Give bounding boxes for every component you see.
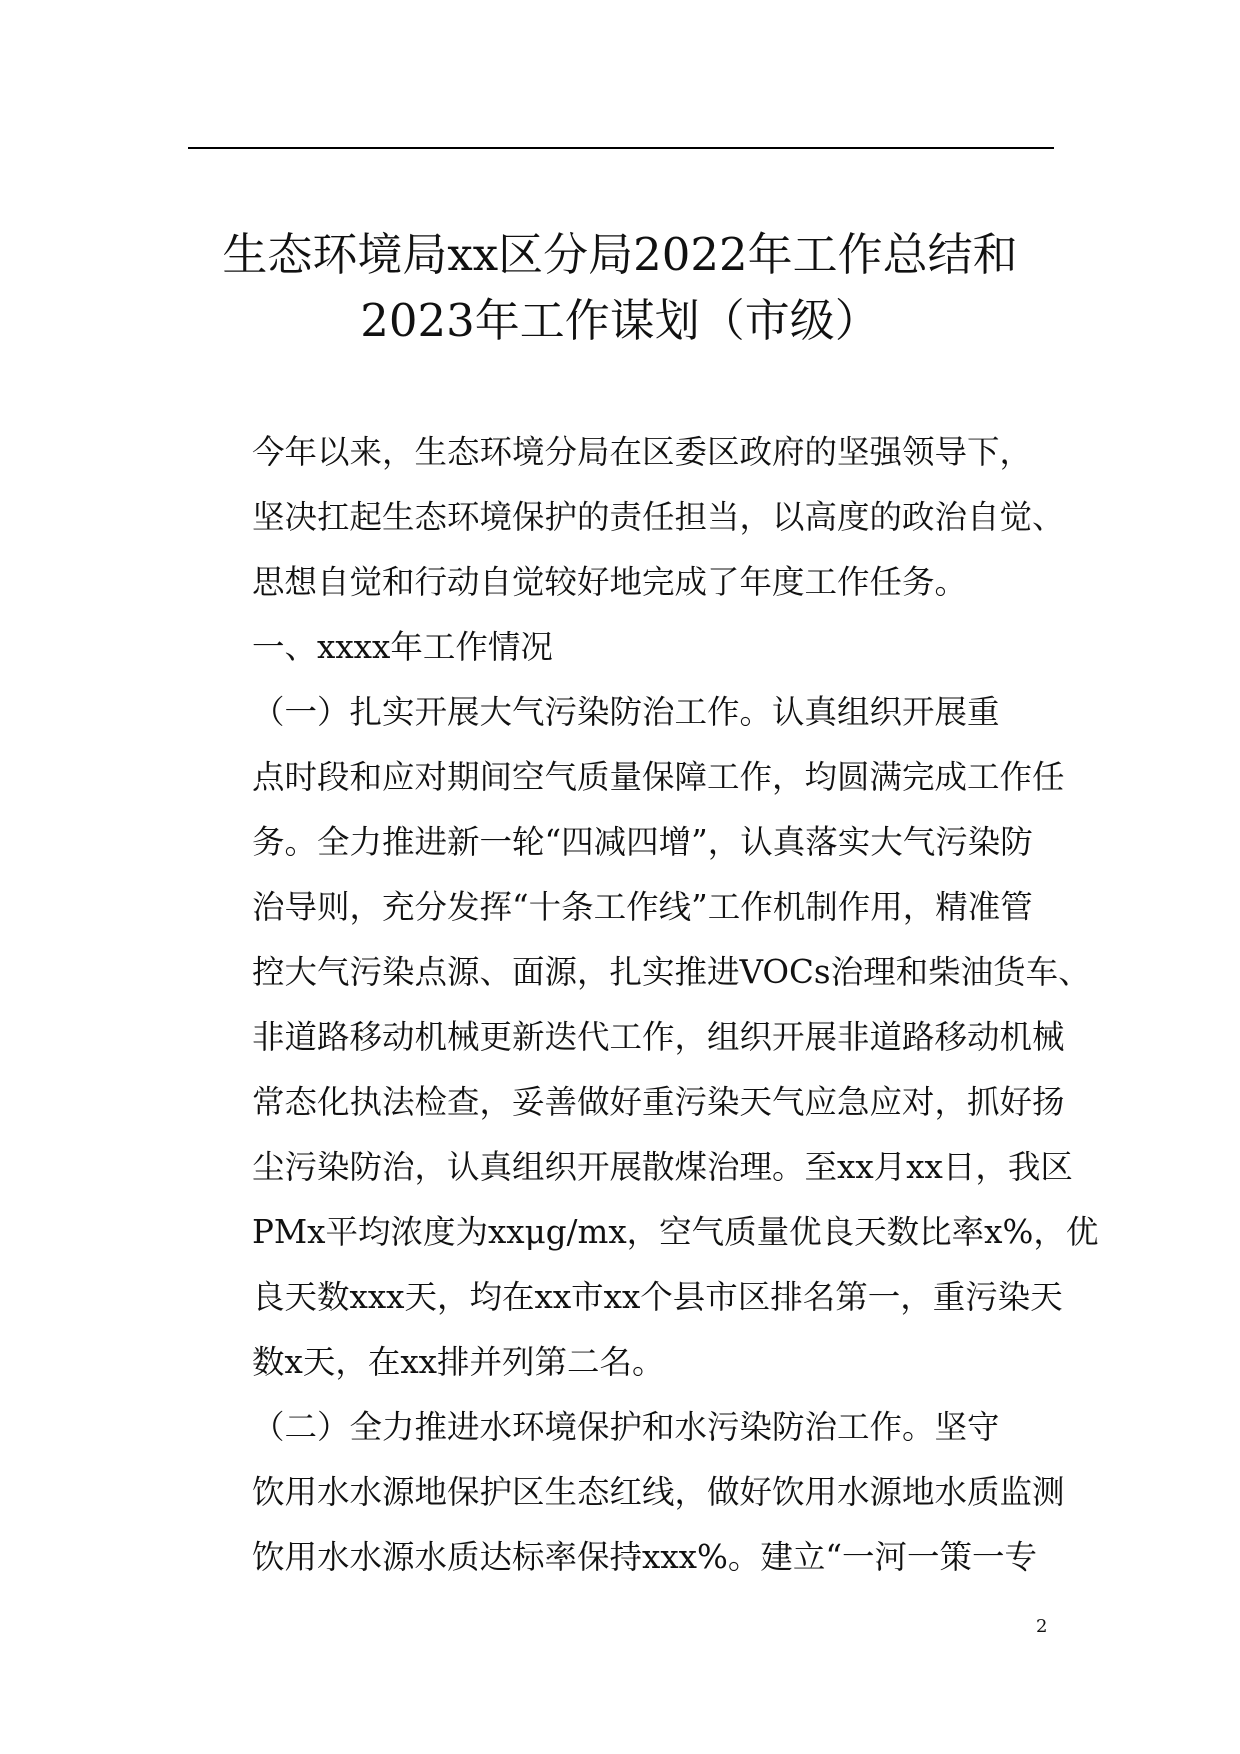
air-pollution-paragraph [188,680,1099,1395]
intro-paragraph [188,420,1068,615]
title-line: 2023年工作谋划（市级） [360,294,880,347]
text-line: （一）扎实开展大气污染防治工作。认真组织开展重 [252,693,1000,731]
text-line: 治导则，充分发挥“十条工作线”工作机制作用，精准管 [252,888,1033,926]
text-line: PMx平均浓度为xxμg/mx，空气质量优良天数比率x%，优 [252,1213,1099,1251]
text-line: 数x天，在xx排并列第二名。 [252,1343,665,1381]
header-rule [188,147,1054,149]
text-line: 今年以来，生态环境分局在区委区政府的坚强领导下， [252,433,1033,471]
text-line: （二）全力推进水环境保护和水污染防治工作。坚守 [252,1408,1000,1446]
text-line: 一、xxxx年工作情况 [252,628,553,666]
text-line: 坚决扛起生态环境保护的责任担当，以高度的政治自觉、 [252,498,1065,536]
text-line: 务。全力推进新一轮“四减四增”，认真落实大气污染防 [252,823,1033,861]
text-line: 尘污染防治，认真组织开展散煤治理。至xx月xx日，我区 [252,1148,1073,1186]
text-line: 点时段和应对期间空气质量保障工作，均圆满完成工作任 [252,758,1065,796]
text-line: 饮用水水源水质达标率保持xxx%。建立“一河一策一专 [252,1538,1037,1576]
text-line: 思想自觉和行动自觉较好地完成了年度工作任务。 [252,563,968,601]
text-line: 非道路移动机械更新迭代工作，组织开展非道路移动机械 [252,1018,1065,1056]
page-number: 2 [1036,1616,1048,1637]
document-body [188,420,1099,1590]
title-line: 生态环境局xx区分局2022年工作总结和 [222,228,1018,281]
section-heading [188,615,1068,680]
text-line: 饮用水水源地保护区生态红线，做好饮用水源地水质监测 [252,1473,1065,1511]
text-line: 良天数xxx天，均在xx市xx个县市区排名第一，重污染天 [252,1278,1063,1316]
water-pollution-paragraph [188,1395,1068,1590]
document-title [150,222,1090,354]
text-line: 控大气污染点源、面源，扎实推进VOCs治理和柴油货车、 [252,953,1091,991]
text-line: 常态化执法检查，妥善做好重污染天气应急应对，抓好扬 [252,1083,1065,1121]
